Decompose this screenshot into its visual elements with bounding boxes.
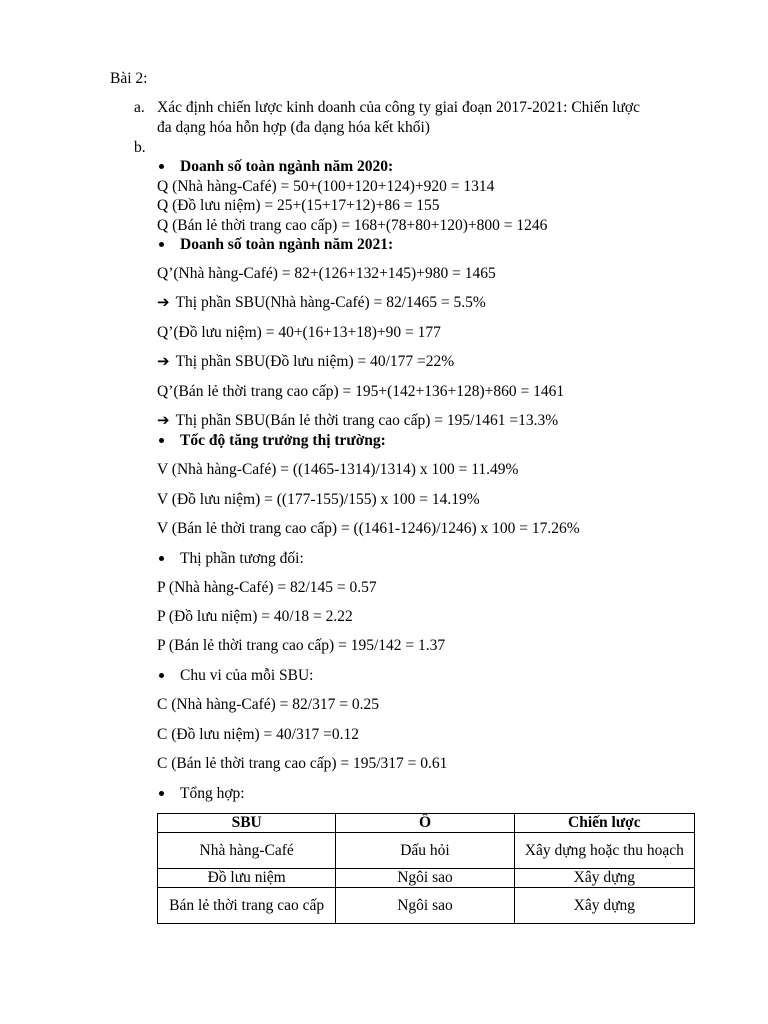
share-souvenir-line [157, 352, 454, 371]
summary-title: Tổng hợp: [180, 785, 245, 802]
q-2020-fashion: Q (Bán lẻ thời trang cao cấp) = 168+(78+80+120)+800 = 1246 [157, 217, 548, 234]
column-header-cell: Ô [336, 814, 514, 833]
perimeter-cafe: C (Nhà hàng-Café) = 82/317 = 0.25 [157, 696, 379, 713]
cell-strategy: Xây dựng [514, 869, 694, 888]
perimeter-fashion: C (Bán lẻ thời trang cao cấp) = 195/317 = 0.61 [157, 755, 448, 772]
perimeter-souvenir: C (Đồ lưu niệm) = 40/317 =0.12 [157, 726, 359, 743]
share-fashion: Thị phần SBU(Bán lẻ thời trang cao cấp) = 195/1461 =13.3% [175, 412, 559, 429]
cell-quadrant: Ngôi sao [336, 869, 514, 888]
cell-sbu: Đồ lưu niệm [158, 869, 336, 888]
arrow-right-icon: ➔ [157, 293, 170, 311]
item-a-marker: a. [134, 99, 145, 116]
relative-share-title: Thị phần tương đối: [180, 550, 304, 567]
column-header-sbu: SBU [158, 814, 336, 833]
bullet-icon [159, 164, 164, 169]
item-a-line-2: đa dạng hóa hỗn hợp (đa dạng hóa kết khối) [157, 119, 430, 136]
bullet-icon [159, 438, 164, 443]
table-row [158, 833, 695, 869]
table-header-row [158, 814, 695, 833]
section-2021-title: Doanh số toàn ngành năm 2021: [180, 236, 394, 253]
cell-quadrant: Dấu hỏi [336, 833, 514, 869]
bullet-icon [159, 242, 164, 247]
bullet-icon [159, 556, 164, 561]
share-fashion-line [157, 411, 558, 430]
item-a-line-1: Xác định chiến lược kinh doanh của công ty giai đoạn 2017-2021: Chiến lược [157, 99, 641, 116]
q-2021-fashion: Q’(Bán lẻ thời trang cao cấp) = 195+(142+136+128)+860 = 1461 [157, 383, 565, 400]
share-cafe-line [157, 293, 486, 312]
q-2020-souvenir: Q (Đồ lưu niệm) = 25+(15+17+12)+86 = 155 [157, 197, 440, 214]
cell-sbu: Nhà hàng-Café [158, 833, 336, 869]
section-2020-title: Doanh số toàn ngành năm 2020: [180, 158, 394, 175]
cell-sbu: Bán lẻ thời trang cao cấp [158, 888, 336, 924]
q-2021-souvenir: Q’(Đồ lưu niệm) = 40+(16+13+18)+90 = 177 [157, 324, 441, 341]
table-row [158, 869, 695, 888]
relative-share-souvenir: P (Đồ lưu niệm) = 40/18 = 2.22 [157, 608, 353, 625]
q-2020-cafe: Q (Nhà hàng-Café) = 50+(100+120+124)+920 = 1314 [157, 178, 495, 195]
arrow-right-icon: ➔ [157, 352, 170, 370]
bullet-icon [159, 673, 164, 678]
growth-souvenir: V (Đồ lưu niệm) = ((177-155)/155) x 100 = 14.19% [157, 491, 480, 508]
perimeter-title: Chu vi của mỗi SBU: [180, 667, 314, 684]
exercise-heading: Bài 2: [110, 70, 148, 87]
growth-cafe: V (Nhà hàng-Café) = ((1465-1314)/1314) x 100 = 11.49% [157, 461, 519, 478]
growth-title: Tốc độ tăng trưởng thị trường: [180, 432, 386, 449]
share-cafe: Thị phần SBU(Nhà hàng-Café) = 82/1465 = 5.5% [175, 294, 486, 311]
bullet-icon [159, 791, 164, 796]
relative-share-cafe: P (Nhà hàng-Café) = 82/145 = 0.57 [157, 579, 377, 596]
item-b-marker: b. [134, 139, 146, 156]
column-header-strategy: Chiến lược [514, 814, 694, 833]
summary-table [157, 813, 695, 924]
cell-quadrant: Ngôi sao [336, 888, 514, 924]
table-row [158, 888, 695, 924]
arrow-right-icon: ➔ [157, 411, 170, 429]
cell-strategy: Xây dựng [514, 888, 694, 924]
share-souvenir: Thị phần SBU(Đồ lưu niệm) = 40/177 =22% [175, 353, 455, 370]
q-2021-cafe: Q’(Nhà hàng-Café) = 82+(126+132+145)+980 = 1465 [157, 265, 496, 282]
growth-fashion: V (Bán lẻ thời trang cao cấp) = ((1461-1246)/1246) x 100 = 17.26% [157, 520, 580, 537]
cell-strategy: Xây dựng hoặc thu hoạch [514, 833, 694, 869]
relative-share-fashion: P (Bán lẻ thời trang cao cấp) = 195/142 = 1.37 [157, 637, 446, 654]
